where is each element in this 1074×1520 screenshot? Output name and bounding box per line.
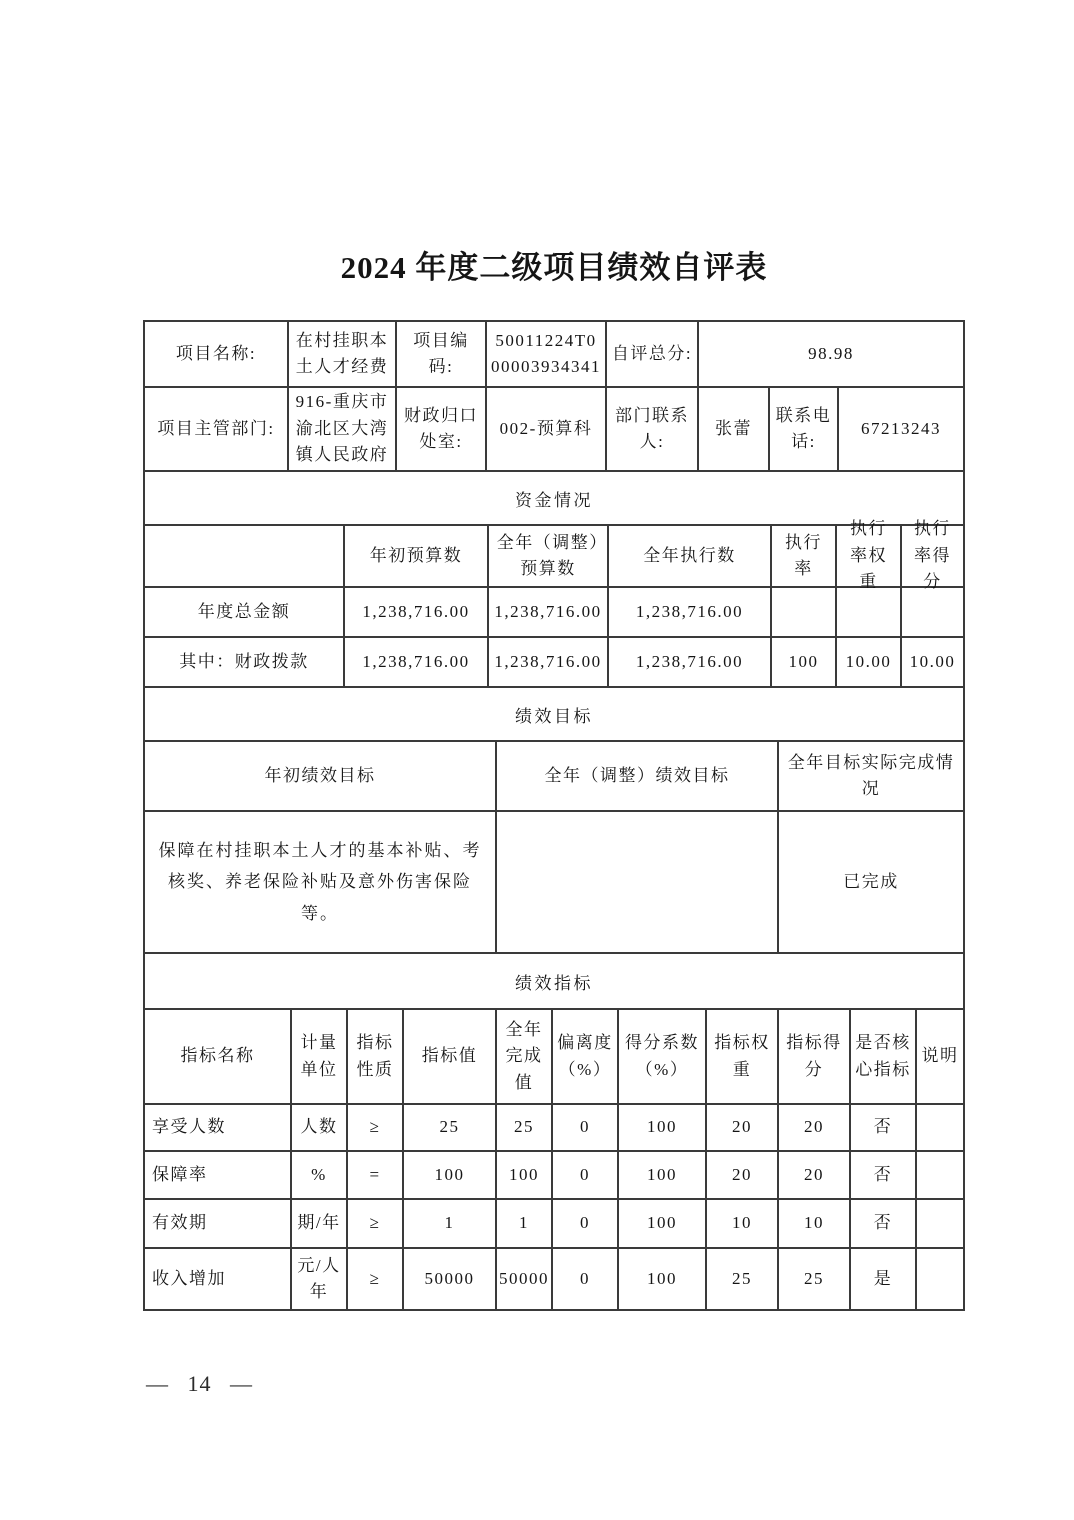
indicator-weight: 10: [707, 1200, 779, 1249]
indicator-nature: ≥: [348, 1105, 404, 1152]
self-score-value: 98.98: [699, 322, 963, 388]
indicator-nature: =: [348, 1152, 404, 1200]
indicator-deviation: 0: [553, 1105, 619, 1152]
funding-header-blank: [145, 526, 345, 588]
indicator-unit: 人数: [292, 1105, 348, 1152]
indicator-nature: ≥: [348, 1200, 404, 1249]
ind-header-note: 说明: [917, 1010, 963, 1105]
project-info-row-1: [145, 322, 963, 388]
ind-header-core: 是否核心指标: [851, 1010, 917, 1105]
indicator-core: 否: [851, 1200, 917, 1249]
funding-header-rate-weight: 执行率权重: [837, 526, 902, 588]
funding-cell: 1,238,716.00: [345, 638, 489, 688]
ind-header-weight: 指标权重: [707, 1010, 779, 1105]
funding-cell: [902, 588, 963, 638]
indicator-unit: %: [292, 1152, 348, 1200]
ind-header-score-coef: 得分系数（%）: [619, 1010, 707, 1105]
ind-header-unit: 计量单位: [292, 1010, 348, 1105]
indicator-weight: 20: [707, 1152, 779, 1200]
funding-header-executed: 全年执行数: [609, 526, 772, 588]
indicator-deviation: 0: [553, 1152, 619, 1200]
self-score-label: 自评总分:: [607, 322, 699, 388]
funding-header-exec-rate: 执行率: [772, 526, 837, 588]
ind-header-score: 指标得分: [779, 1010, 851, 1105]
indicator-note: [917, 1200, 963, 1249]
indicator-name: 收入增加: [145, 1249, 292, 1309]
indicator-weight: 20: [707, 1105, 779, 1152]
finance-office-label: 财政归口处室:: [397, 388, 487, 472]
goals-header-completion: 全年目标实际完成情况: [779, 742, 963, 812]
funding-header-adjusted-budget: 全年（调整）预算数: [489, 526, 609, 588]
funding-row-label: 年度总金额: [145, 588, 345, 638]
indicator-name: 享受人数: [145, 1105, 292, 1152]
indicator-core: 否: [851, 1105, 917, 1152]
goals-section-title: 绩效目标: [145, 688, 963, 742]
indicators-section-title: 绩效指标: [145, 954, 963, 1010]
indicator-unit: 期/年: [292, 1200, 348, 1249]
indicator-completed: 1: [497, 1200, 553, 1249]
indicators-table: [145, 1010, 963, 1309]
funding-cell: 1,238,716.00: [345, 588, 489, 638]
indicator-score: 10: [779, 1200, 851, 1249]
indicator-score: 20: [779, 1152, 851, 1200]
indicator-score-coef: 100: [619, 1105, 707, 1152]
indicator-target: 1: [404, 1200, 497, 1249]
funding-header-rate-score: 执行率得分: [902, 526, 963, 588]
indicator-name: 保障率: [145, 1152, 292, 1200]
funding-cell: [837, 588, 902, 638]
indicator-score-coef: 100: [619, 1200, 707, 1249]
indicator-core: 否: [851, 1152, 917, 1200]
indicator-deviation: 0: [553, 1200, 619, 1249]
indicator-core: 是: [851, 1249, 917, 1309]
project-code-label: 项目编码:: [397, 322, 487, 388]
project-name-value: 在村挂职本土人才经费: [289, 322, 397, 388]
ind-header-nature: 指标性质: [348, 1010, 404, 1105]
funding-header-initial-budget: 年初预算数: [345, 526, 489, 588]
funding-cell: 1,238,716.00: [489, 588, 609, 638]
ind-header-name: 指标名称: [145, 1010, 292, 1105]
dept-value: 916-重庆市渝北区大湾镇人民政府: [289, 388, 397, 472]
indicator-completed: 50000: [497, 1249, 553, 1309]
ind-header-deviation: 偏离度（%）: [553, 1010, 619, 1105]
funding-cell: 1,238,716.00: [489, 638, 609, 688]
ind-header-completed: 全年完成值: [497, 1010, 553, 1105]
indicator-unit: 元/人年: [292, 1249, 348, 1309]
indicator-note: [917, 1249, 963, 1309]
indicator-completed: 100: [497, 1152, 553, 1200]
funding-table: [145, 519, 963, 688]
funding-row-label: 其中：财政拨款: [145, 638, 345, 688]
finance-office-value: 002-预算科: [487, 388, 607, 472]
funding-section-title: 资金情况: [145, 472, 963, 526]
goal-completion-text: 已完成: [779, 812, 963, 954]
project-code-value: 50011224T000003934341: [487, 322, 607, 388]
dept-label: 项目主管部门:: [145, 388, 289, 472]
funding-cell: 10.00: [902, 638, 963, 688]
project-info-row-2: [145, 388, 963, 472]
goals-header-initial: 年初绩效目标: [145, 742, 497, 812]
indicator-score-coef: 100: [619, 1249, 707, 1309]
page-number: — 14 —: [146, 1371, 253, 1396]
indicator-note: [917, 1105, 963, 1152]
indicator-score: 25: [779, 1249, 851, 1309]
goals-header-adjusted: 全年（调整）绩效目标: [497, 742, 779, 812]
self-evaluation-table: [143, 320, 965, 1311]
indicator-target: 25: [404, 1105, 497, 1152]
funding-cell: 1,238,716.00: [609, 588, 772, 638]
indicator-score: 20: [779, 1105, 851, 1152]
contact-value: 张蕾: [699, 388, 770, 472]
ind-header-target: 指标值: [404, 1010, 497, 1105]
indicator-target: 100: [404, 1152, 497, 1200]
funding-cell: 10.00: [837, 638, 902, 688]
indicator-note: [917, 1152, 963, 1200]
project-name-label: 项目名称:: [145, 322, 289, 388]
funding-cell: 1,238,716.00: [609, 638, 772, 688]
indicator-nature: ≥: [348, 1249, 404, 1309]
funding-cell: 100: [772, 638, 837, 688]
indicator-target: 50000: [404, 1249, 497, 1309]
page-title: 2024 年度二级项目绩效自评表: [340, 250, 768, 285]
phone-value: 67213243: [839, 388, 963, 472]
indicator-score-coef: 100: [619, 1152, 707, 1200]
indicator-name: 有效期: [145, 1200, 292, 1249]
indicator-deviation: 0: [553, 1249, 619, 1309]
indicator-completed: 25: [497, 1105, 553, 1152]
goals-table: [145, 742, 963, 954]
funding-cell: [772, 588, 837, 638]
indicator-weight: 25: [707, 1249, 779, 1309]
initial-goal-text: 保障在村挂职本土人才的基本补贴、考核奖、养老保险补贴及意外伤害保险等。: [145, 812, 497, 954]
contact-label: 部门联系人:: [607, 388, 699, 472]
phone-label: 联系电话:: [770, 388, 839, 472]
adjusted-goal-text: [497, 812, 779, 954]
